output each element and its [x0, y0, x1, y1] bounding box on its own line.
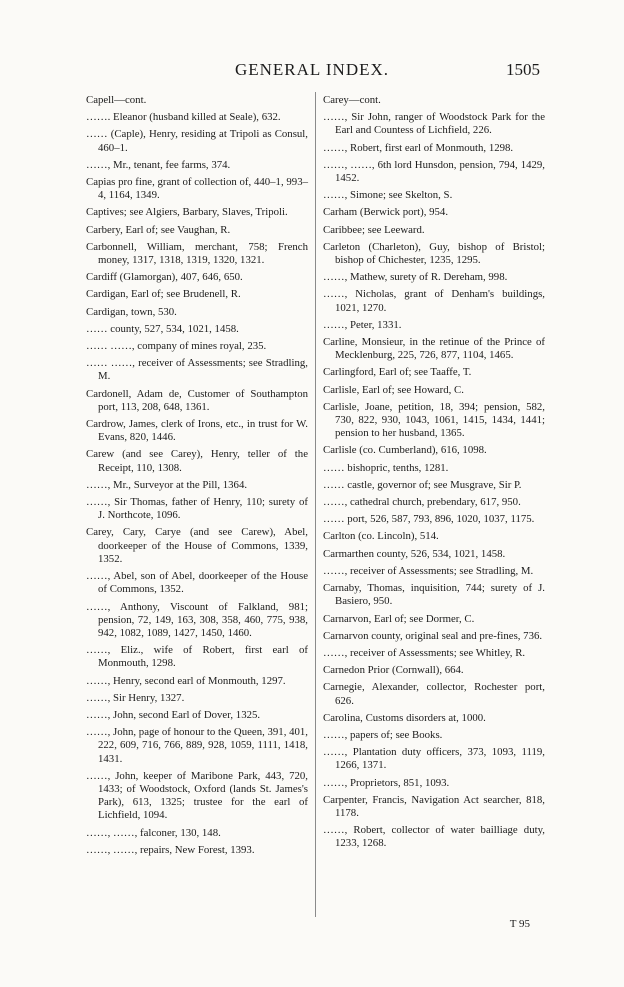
index-entry: Carnarvon county, original seal and pre-fines, 736. — [323, 629, 543, 642]
index-entry: ……, Robert, first earl of Monmouth, 1298. — [323, 141, 514, 154]
index-entry: Cardiff (Glamorgan), 407, 646, 650. — [86, 271, 243, 284]
index-entry: ……, Proprietors, 851, 1093. — [323, 776, 450, 789]
page-header — [0, 60, 624, 86]
index-entry: Capell—cont. — [86, 94, 147, 106]
index-entry: ……, John, keeper of Maribone Park, 443, 720, 1433; of Woodstock, Oxford (lands St. James's Park), 613, 1325; trustee for the earl of Lichfield, 1094. — [86, 769, 308, 822]
index-entry: …… county, 527, 534, 1021, 1458. — [86, 322, 239, 335]
index-entry: ……, Plantation duty officers, 373, 1093, 1119, 1266, 1371. — [323, 746, 545, 772]
index-entry: …… port, 526, 587, 793, 896, 1020, 1037, 1175. — [323, 513, 535, 526]
left-column — [86, 94, 308, 861]
index-entry: Carlisle, Earl of; see Howard, C. — [323, 383, 464, 396]
index-entry: ……, Anthony, Viscount of Falkland, 981; pension, 72, 149, 163, 308, 358, 460, 775, 938, 942, 1082, 1089, 1427, 1450, 1460. — [86, 600, 308, 639]
index-entry: Carey, Cary, Carye (and see Carew), Abel, doorkeeper of the House of Commons, 1339, 1352. — [86, 526, 308, 565]
index-entry: Carlisle (co. Cumberland), 616, 1098. — [323, 444, 487, 457]
index-entry: ……, Eliz., wife of Robert, first earl of Monmouth, 1298. — [86, 644, 308, 670]
index-entry: …… (Caple), Henry, residing at Tripoli as Consul, 460–1. — [86, 128, 308, 154]
index-entry: Captives; see Algiers, Barbary, Slaves, Tripoli. — [86, 206, 288, 219]
index-entry: ……. Eleanor (husband killed at Seale), 632. — [86, 111, 281, 124]
index-entry: Cardigan, Earl of; see Brudenell, R. — [86, 288, 241, 301]
index-entry: Carline, Monsieur, in the retinue of the Prince of Mecklenburg, 225, 726, 877, 1104, 1465. — [323, 336, 545, 362]
index-entry: Carew (and see Carey), Henry, teller of the Receipt, 110, 1308. — [86, 448, 308, 474]
index-entry: ……, ……, 6th lord Hunsdon, pension, 794, 1429, 1452. — [323, 158, 545, 185]
index-entry: ……, Henry, second earl of Monmouth, 1297. — [86, 674, 286, 687]
index-entry: Carham (Berwick port), 954. — [323, 206, 449, 219]
index-entry: ……, ……, repairs, New Forest, 1393. — [86, 843, 255, 856]
index-entry: Carnedon Prior (Cornwall), 664. — [323, 664, 464, 677]
index-entry: Carlisle, Joane, petition, 18, 394; pension, 582, 730, 822, 930, 1043, 1061, 1415, 1434, 1441; pension to her husband, 1365. — [323, 400, 545, 440]
index-entry: …… ……, receiver of Assessments; see Stradling, M. — [86, 357, 308, 383]
index-entry: ……, Mathew, surety of R. Dereham, 998. — [323, 271, 508, 284]
index-entry: Carnarvon, Earl of; see Dormer, C. — [323, 612, 475, 625]
index-entry: Cardonell, Adam de, Customer of Southampton port, 113, 208, 648, 1361. — [86, 387, 308, 413]
index-entry: Carmarthen county, 526, 534, 1021, 1458. — [323, 547, 506, 560]
index-entry: ……, Simone; see Skelton, S. — [323, 189, 453, 202]
index-entry: ……, Sir John, ranger of Woodstock Park for the Earl and Countess of Lichfield, 226. — [323, 111, 545, 137]
index-entry: ……, receiver of Assessments; see Whitley, R. — [323, 646, 526, 659]
column-divider — [315, 92, 316, 917]
index-entry: Carbonnell, William, merchant, 758; French money, 1317, 1318, 1319, 1320, 1321. — [86, 240, 308, 267]
index-entry: Carlingford, Earl of; see Taaffe, T. — [323, 366, 472, 379]
index-entry: ……, Mr., tenant, fee farms, 374. — [86, 158, 231, 171]
index-entry: ……, ……, falconer, 130, 148. — [86, 826, 221, 839]
index-entry: …… bishopric, tenths, 1281. — [323, 461, 449, 474]
index-entry: ……, John, page of honour to the Queen, 391, 401, 222, 609, 716, 766, 889, 928, 1059, 1111, 1418, 1431. — [86, 726, 308, 765]
index-entry: Capias pro fine, grant of collection of, 440–1, 993–4, 1164, 1349. — [86, 176, 308, 202]
index-entry: ……, Sir Henry, 1327. — [86, 691, 185, 704]
index-entry: ……, Sir Thomas, father of Henry, 110; surety of J. Northcote, 1096. — [86, 496, 308, 522]
index-entry: …… ……, company of mines royal, 235. — [86, 340, 267, 353]
index-entry: ……, receiver of Assessments; see Stradling, M. — [323, 564, 534, 577]
index-entry: Carey—cont. — [323, 94, 381, 106]
index-entry: Carbery, Earl of; see Vaughan, R. — [86, 223, 231, 236]
index-entry: Carnegie, Alexander, collector, Rochester port, 626. — [323, 681, 545, 707]
index-entry: Cardigan, town, 530. — [86, 305, 177, 318]
index-entry: ……, Robert, collector of water bailliage duty, 1233, 1268. — [323, 824, 545, 850]
index-entry: Carlton (co. Lincoln), 514. — [323, 530, 439, 543]
index-entry: ……, Peter, 1331. — [323, 318, 402, 331]
index-entry: Carleton (Charleton), Guy, bishop of Bristol; bishop of Chichester, 1235, 1295. — [323, 240, 545, 267]
page-number: 1505 — [506, 60, 540, 79]
index-entry: Carolina, Customs disorders at, 1000. — [323, 711, 486, 724]
signature-mark: T 95 — [509, 918, 530, 930]
index-entry: Carpenter, Francis, Navigation Act searcher, 818, 1178. — [323, 793, 545, 819]
index-entry: Carnaby, Thomas, inquisition, 744; surety of J. Basiero, 950. — [323, 582, 545, 608]
index-entry: Caribbee; see Leeward. — [323, 223, 425, 236]
index-entry: ……, John, second Earl of Dover, 1325. — [86, 708, 261, 721]
index-entry: ……, papers of; see Books. — [323, 728, 443, 741]
right-column — [323, 94, 545, 855]
index-entry: …… castle, governor of; see Musgrave, Sir P. — [323, 478, 522, 491]
index-entry: ……, Nicholas, grant of Denham's buildings, 1021, 1270. — [323, 288, 545, 314]
index-title: GENERAL INDEX. — [234, 60, 390, 79]
index-entry: ……, Mr., Surveyor at the Pill, 1364. — [86, 478, 248, 491]
index-entry: ……, Abel, son of Abel, doorkeeper of the House of Commons, 1352. — [86, 570, 308, 596]
index-entry: Cardrow, James, clerk of Irons, etc., in trust for W. Evans, 820, 1446. — [86, 418, 308, 444]
index-entry: ……, cathedral church, prebendary, 617, 950. — [323, 496, 521, 509]
